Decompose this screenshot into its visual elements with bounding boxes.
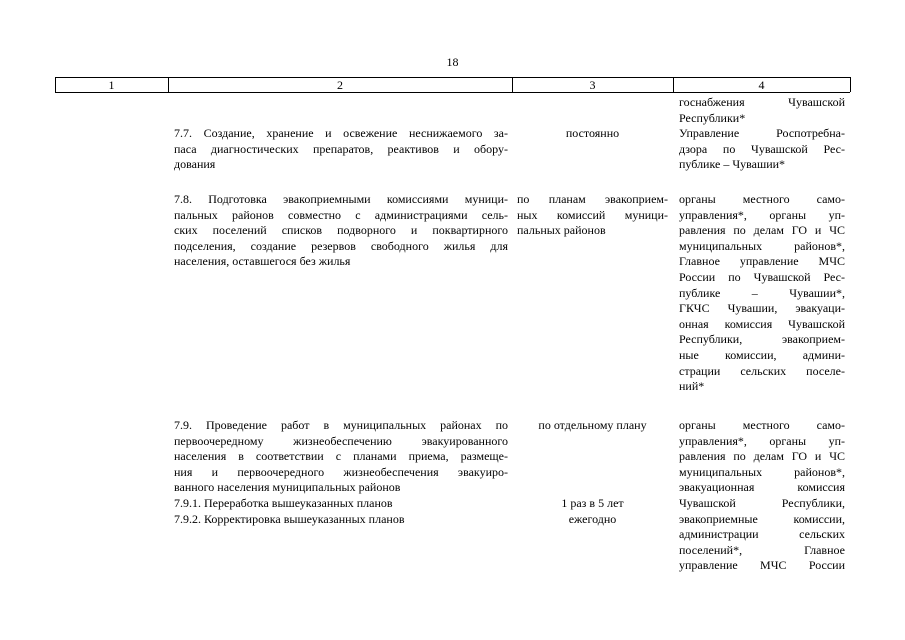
- row-7-7-term: постоянно: [565, 126, 620, 140]
- row-7-9-responsible: органы местного само- управления*, органы уп- равления по делам ГО и ЧС муниципальных районов*, эвакуационная комиссия Чувашской Республики, эвакоприемные комиссии, администрации сельских поселений*, Главное управление МЧС России: [679, 418, 845, 573]
- row-7-8-activity: 7.8. Подготовка эвакоприемными комиссиями муници- пальных районов совместно с администрациями сель- ских поселений списков подворного и поквартирного подселения, создание резервов свободного жилья для населения, оставшегося без жилья: [174, 192, 508, 269]
- row-0-responsible: госнабжения Чувашской Республики*: [679, 95, 845, 125]
- row-7-8-term: по планам эвакоприем- ных комиссий муници- пальных районов: [517, 192, 668, 238]
- page-number: 18: [446, 55, 459, 69]
- column-number-1: 1: [108, 78, 115, 92]
- row-7-7-responsible: Управление Роспотребна- дзора по Чувашской Рес- публике – Чувашии*: [679, 126, 845, 172]
- row-7-7-activity: 7.7. Создание, хранение и освежение неснижаемого за- паса диагностических препаратов, реактивов и обору- дования: [174, 126, 508, 172]
- column-number-4: 4: [758, 78, 765, 92]
- row-7-8-responsible: органы местного само- управления*, органы уп- равления по делам ГО и ЧС муниципальных районов*, Главное управление МЧС России по Чувашской Рес- публике – Чувашии*, ГКЧС Чувашии, эвакуаци- онная комиссия Чувашской Республики, эвакоприем- ные комиссии, админи- страции сельских поселе- ний*: [679, 192, 845, 394]
- column-divider: [850, 77, 851, 92]
- row-7-9-term: по отдельному плану 1 раз в 5 лет ежегодно: [538, 418, 647, 526]
- column-number-2: 2: [337, 78, 343, 92]
- column-number-3: 3: [589, 78, 596, 92]
- row-7-9-activity: 7.9. Проведение работ в муниципальных районах по первоочередному жизнеобеспечению эвакуированного населения в соответствии с планами приема, размеще- ния и первоочередного жизнеобеспечения эвакуиро- ванного населения муниципальных районов 7.9.1. Переработка вышеуказанных планов 7.9.2. Корректировка вышеуказанных планов: [174, 418, 508, 526]
